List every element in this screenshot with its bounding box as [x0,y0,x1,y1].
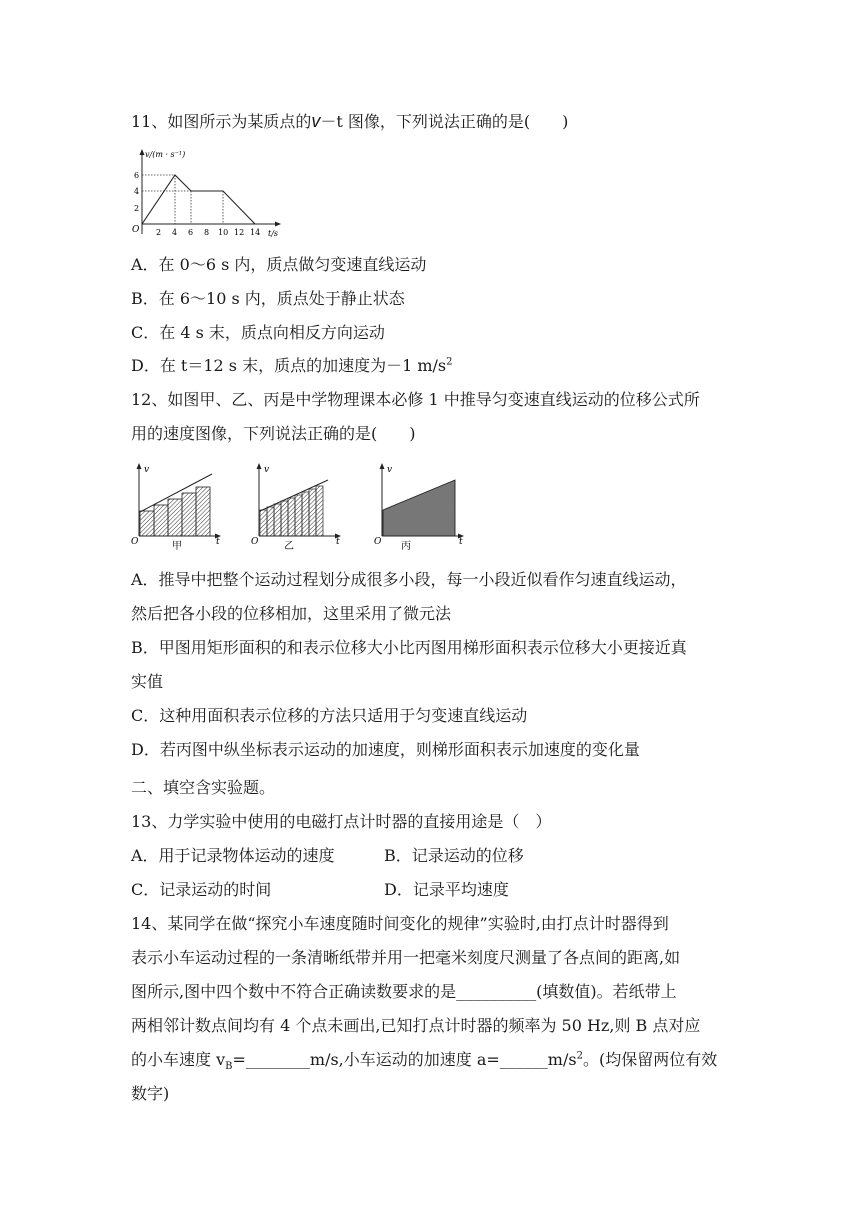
q12-stem-line2: 用的速度图像，下列说法正确的是( ) [131,424,416,443]
q14-line5-a: 的小车速度 v [131,1050,226,1069]
q13-stem: 13、力学实验中使用的电磁打点计时器的直接用途是（ ） [131,812,552,831]
q14-line5-sup: 2 [576,1050,583,1062]
q12-jia-t: t [216,537,220,547]
q14-line6: 数字) [131,1084,170,1103]
q11-ytick-2: 2 [134,204,140,213]
q12-option-b-line2: 实值 [131,672,164,691]
q11-ytick-4: 4 [134,187,140,196]
q11-xtick-2: 2 [156,228,162,237]
q12-jia-v: v [144,465,150,475]
q11-stem-prefix: 11、如图所示为某质点的 [131,112,312,131]
q11-option-d-sup: 2 [446,356,453,368]
q11-option-c: C．在 4 s 末，质点向相反方向运动 [131,323,385,342]
q12-figure-jia [131,463,221,552]
q11-xtick-8: 8 [204,228,210,237]
q13-option-c: C．记录运动的时间 [131,880,272,899]
q11-option-a: A．在 0～6 s 内，质点做匀变速直线运动 [131,255,427,274]
q11-xtick-12: 12 [234,228,245,237]
q11-option-b: B．在 6～10 s 内，质点处于静止状态 [131,289,405,308]
q14-line3: 图所示,图中四个数中不符合正确读数要求的是__________(填数值)。若纸带上 [131,982,677,1001]
q14-line5-sub: B [225,1061,233,1073]
q14-line2: 表示小车运动过程的一条清晰纸带并用一把毫米刻度尺测量了各点间的距离,如 [131,948,681,967]
q11-xlabel: t/s [268,229,279,238]
q12-option-a-line1: A．推导中把整个运动过程划分成很多小段，每一小段近似看作匀速直线运动， [131,570,687,589]
q12-stem-line1: 12、如图甲、乙、丙是中学物理课本必修 1 中推导匀变速直线运动的位移公式所 [131,390,700,409]
q14-line4: 两相邻计数点间均有 4 个点未画出,已知打点计时器的频率为 50 Hz,则 B 点对应 [131,1016,701,1035]
q11-y-arrow [140,149,145,155]
q11-ytick-6: 6 [134,171,140,180]
q11-option-d-text: D．在 t＝12 s 末，质点的加速度为－1 m/s [131,356,447,375]
q12-jia-o: O [131,537,139,547]
q12-figure-bing [374,463,464,552]
q12-yi-caption: 乙 [284,541,294,552]
q12-bing-o: O [374,537,382,547]
q12-option-a-line2: 然后把各小段的位移相加，这里采用了微元法 [131,604,452,623]
q11-xtick-6: 6 [188,228,194,237]
q14-line5 [131,1050,718,1073]
q12-figure-yi [251,463,341,552]
q11-ylabel: v/(m · s⁻¹) [145,150,186,159]
q11-x-arrow [275,222,281,227]
q11-vt-graph [128,146,288,238]
q12-figures [128,460,473,554]
q11-origin: O [132,225,140,235]
q11-stem [131,111,568,132]
q11-option-d [131,356,453,376]
q11-vt-line [142,175,255,224]
q12-yi-o: O [251,537,259,547]
q12-bing-v: v [387,465,393,475]
section-2-heading: 二、填空含实验题。 [131,778,276,797]
q12-option-b-line1: B．甲图用矩形面积的和表示位移大小比丙图用梯形面积表示位移大小更接近真 [131,638,687,657]
q13-option-a: A．用于记录物体运动的速度 [131,846,335,865]
q12-yi-v: v [264,465,270,475]
q14-line5-b: =________m/s,小车运动的加速度 a=______m/s [232,1050,577,1069]
q12-bing-t: t [459,537,463,547]
q11-stem-var: v [311,111,321,131]
q11-stem-suffix: －t 图像，下列说法正确的是( ) [320,112,569,131]
q12-option-d: D．若丙图中纵坐标表示运动的加速度，则梯形面积表示加速度的变化量 [131,740,640,759]
q11-xtick-14: 14 [250,228,261,237]
q13-option-b: B．记录运动的位移 [384,846,524,865]
q12-yi-t: t [336,537,340,547]
q13-option-d: D．记录平均速度 [384,880,509,899]
q14-line5-c: 。(均保留两位有效 [582,1050,718,1069]
q12-option-c: C．这种用面积表示位移的方法只适用于匀变速直线运动 [131,706,528,725]
q14-line1: 14、某同学在做“探究小车速度随时间变化的规律”实验时,由打点计时器得到 [131,914,669,933]
q11-xtick-10: 10 [218,228,229,237]
q12-bing-caption: 丙 [401,541,411,552]
q12-jia-caption: 甲 [172,541,182,552]
q11-xtick-4: 4 [172,228,178,237]
